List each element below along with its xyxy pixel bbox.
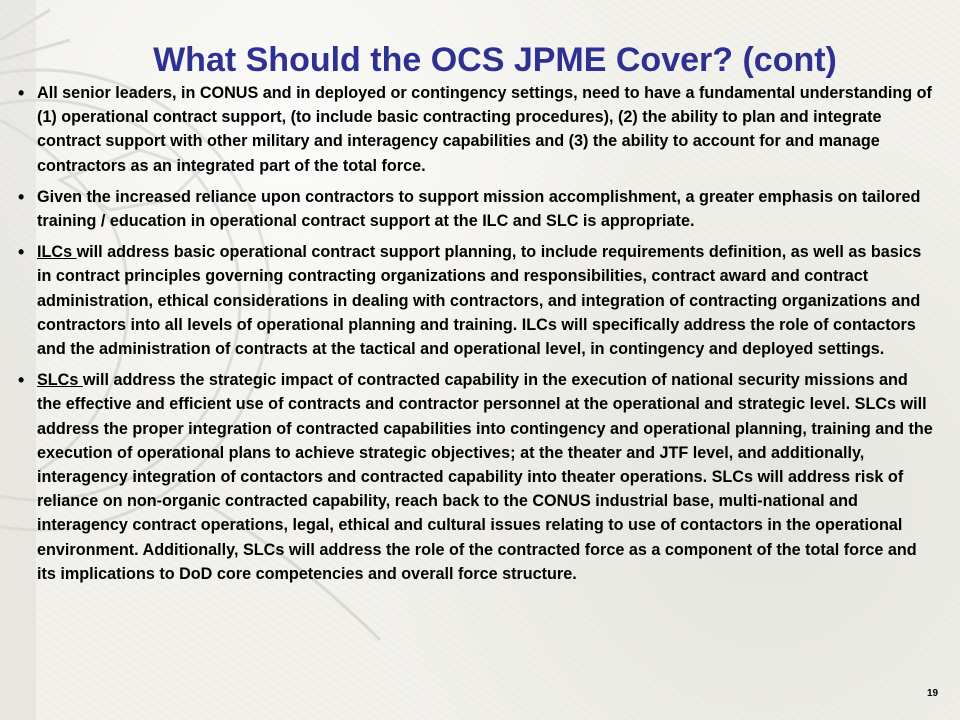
bullet-item-ilcs: [16, 240, 936, 361]
bullet-text: All senior leaders, in CONUS and in deployed or contingency settings, need to have a fundamental understanding of (1) operational contract support, (to include basic contracting procedures), (2) the ability to plan and integrate contract support with other military and interagency capabilities and (3) the ability to account for and manage contractors as an integrated part of the total force.: [37, 84, 932, 175]
page-number: 19: [927, 688, 939, 699]
bullet-text: Given the increased reliance upon contractors to support mission accomplishment, a greater emphasis on tailored training / education in operational contract support at the ILC and SLC is appropriate.: [37, 187, 921, 231]
bullet-item-senior-leaders: [16, 81, 936, 178]
bullet-list: [16, 81, 936, 593]
bullet-item-slcs: [16, 368, 936, 586]
bullet-lead-slcs: SLCs: [37, 371, 83, 390]
bullet-text: will address basic operational contract support planning, to include requirements definition, as well as basics in contract principles governing contracting organizations and responsibilities, contract award and contract administration, ethical considerations in dealing with contractors, and integration of contracting organizations and contractors into all levels of operational planning and training. ILCs will specifically address the role of contactors and the administration of contracts at the tactical and operational level, in contingency and deployed settings.: [37, 243, 922, 359]
slide-title: What Should the OCS JPME Cover? (cont): [153, 41, 837, 79]
bullet-item-increased-reliance: [16, 185, 936, 233]
bullet-lead-ilcs: ILCs: [37, 243, 77, 262]
bullet-text: will address the strategic impact of contracted capability in the execution of national security missions and the effective and efficient use of contracts and contractor personnel at the operational and strategic level. SLCs will address the proper integration of contracted capabilities into contingency and operational planning, training and the execution of operational plans to achieve strategic objectives; at the theater and JTF level, and additionally, interagency integration of contactors and contracted capability into theater operations. SLCs will address risk of reliance on non-organic contracted capability, reach back to the CONUS industrial base, multi-national and interagency contract operations, legal, ethical and cultural issues relating to use of contactors in the operational environment. Additionally, SLCs will address the role of the contracted force as a component of the total force and its implications to DoD core competencies and overall force structure.: [37, 371, 933, 583]
